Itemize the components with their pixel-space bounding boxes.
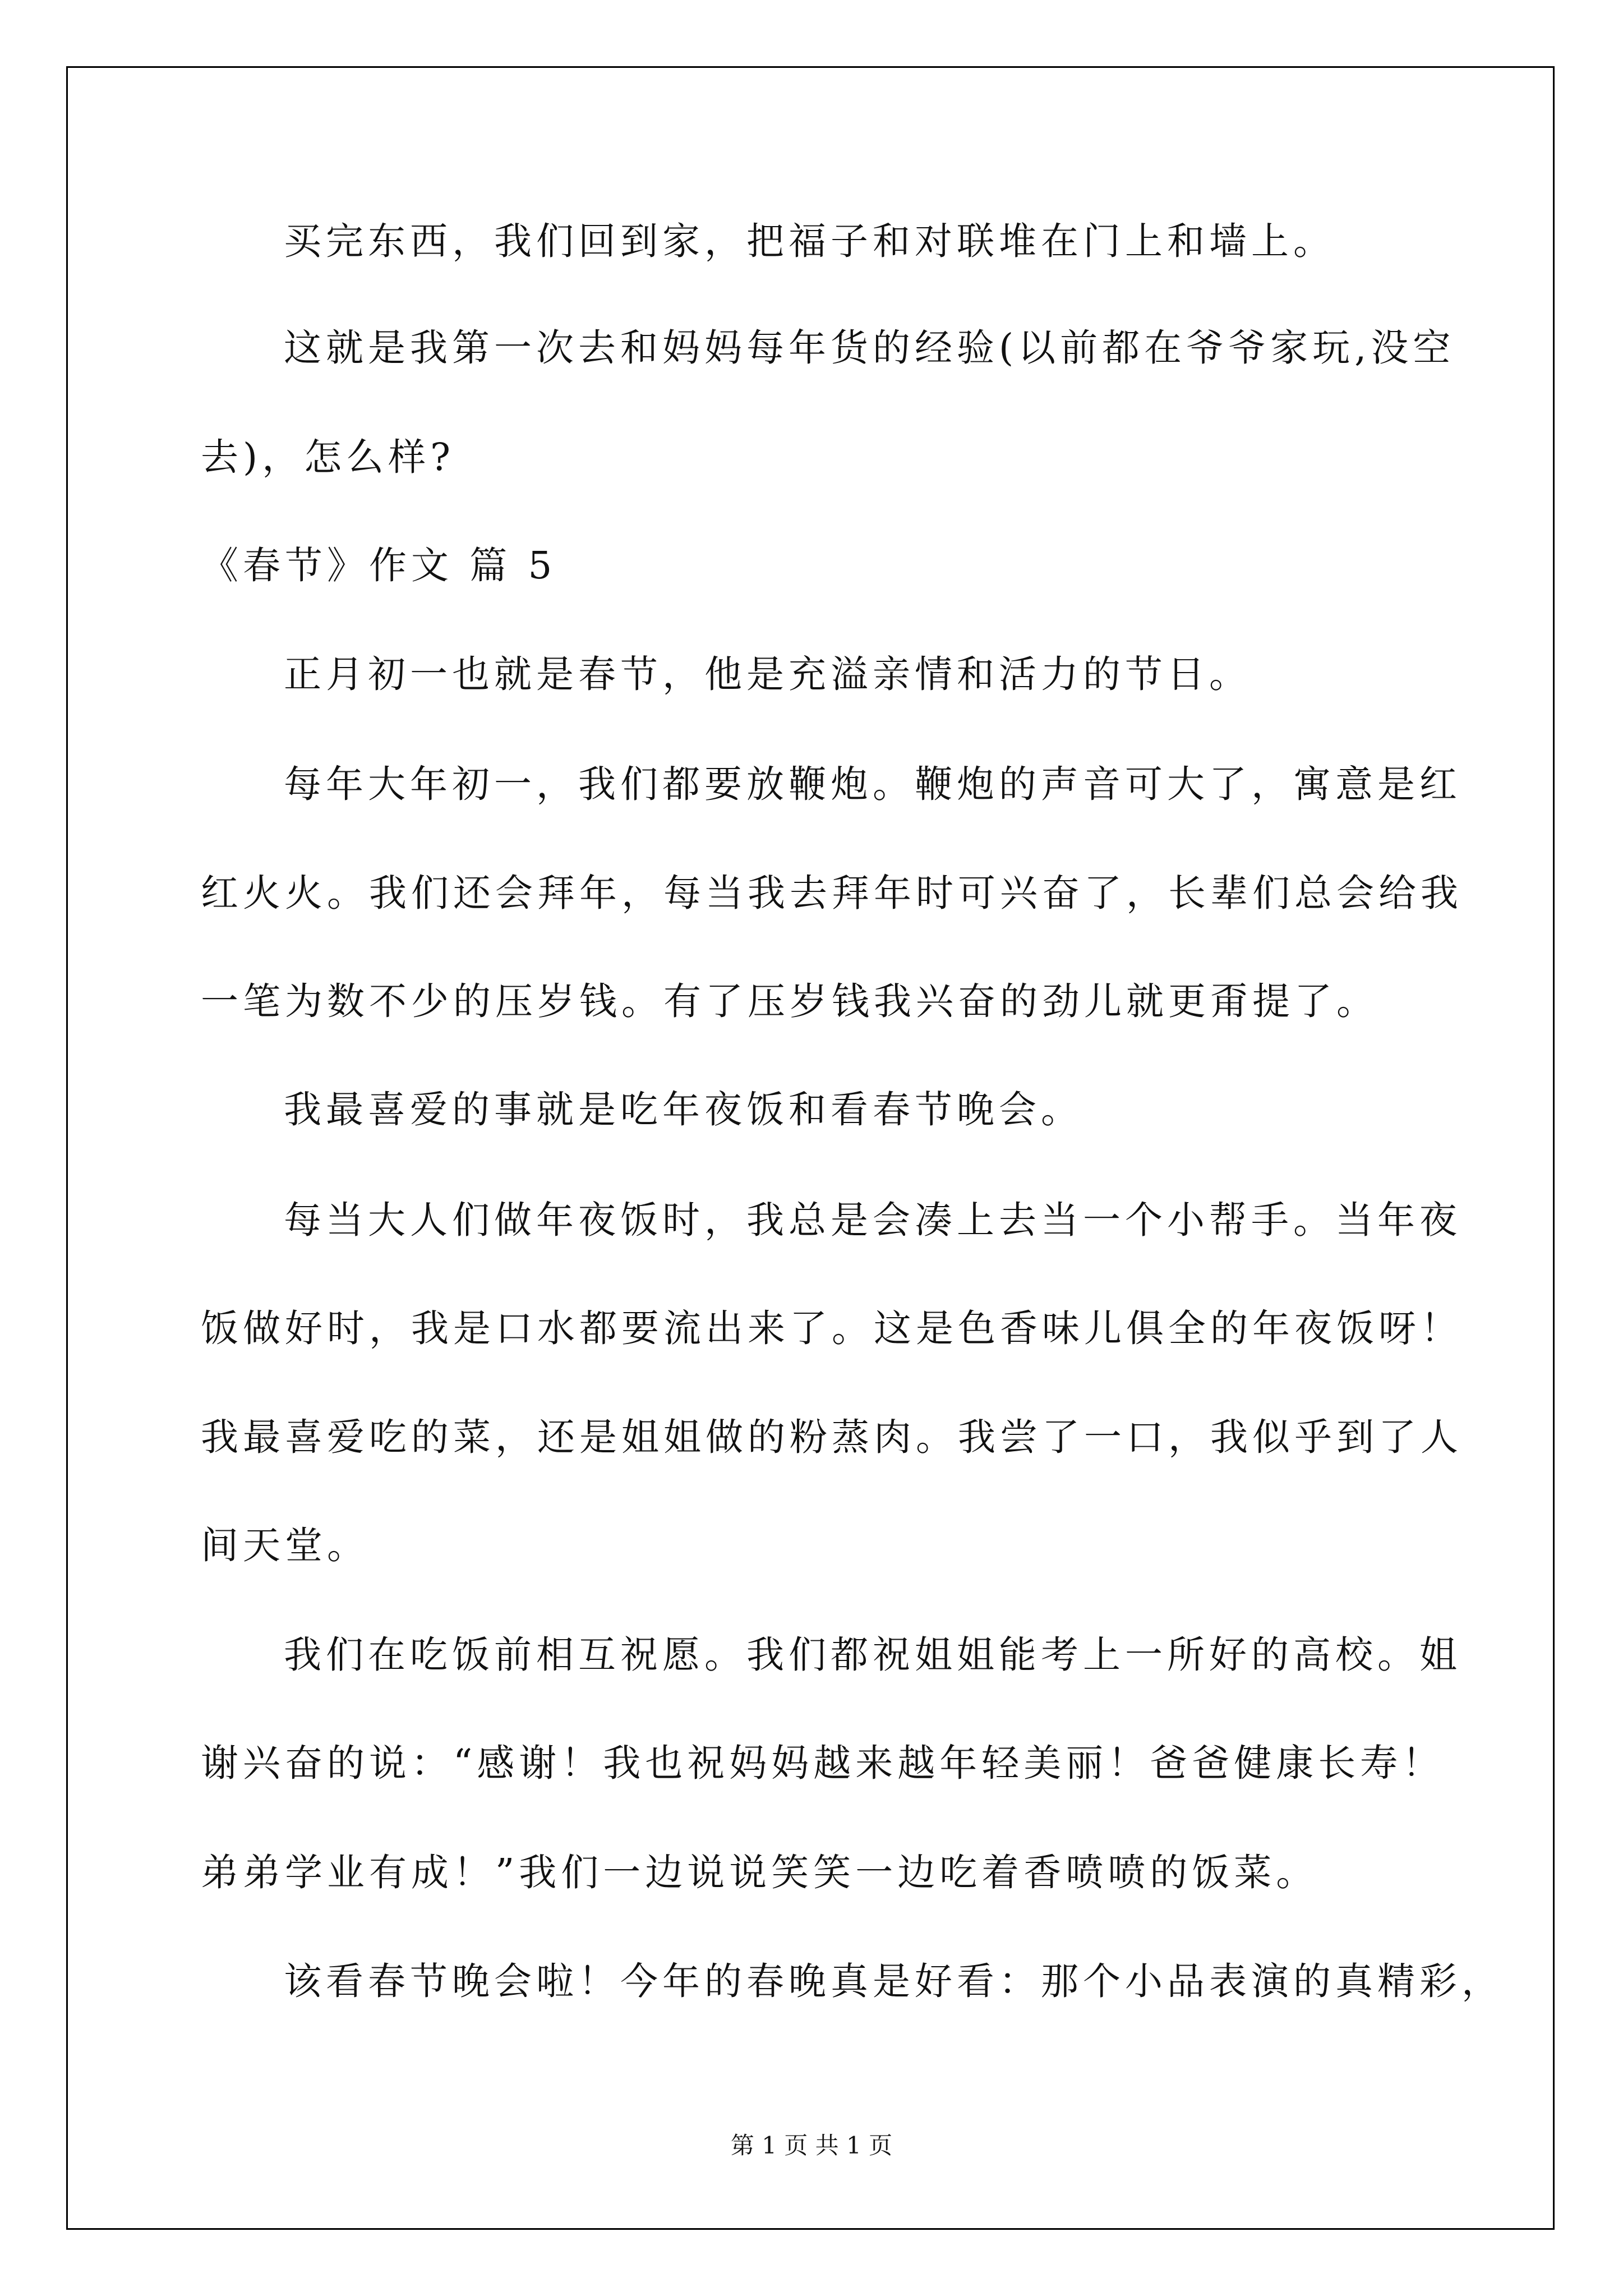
paragraph-line: 这就是我第一次去和妈妈每年货的经验(以前都在爷爷家玩,没空 — [284, 326, 1455, 370]
paragraph-line: 每当大人们做年夜饭时，我总是会凑上去当一个小帮手。当年夜 — [284, 1198, 1461, 1242]
paragraph-line: 买完东西，我们回到家，把福子和对联堆在门上和墙上。 — [284, 219, 1335, 263]
paragraph-line: 谢兴奋的说：“感谢！我也祝妈妈越来越年轻美丽！爸爸健康长寿！ — [201, 1741, 1445, 1785]
paragraph-line: 该看春节晚会啦！今年的春晚真是好看：那个小品表演的真精彩， — [284, 1959, 1504, 2003]
page-number-footer: 第 1 页 共 1 页 — [730, 2132, 893, 2159]
paragraph-line: 正月初一也就是春节，他是充溢亲情和活力的节日。 — [284, 652, 1251, 696]
paragraph-line: 去)，怎么样? — [201, 435, 455, 479]
paragraph-line: 每年大年初一，我们都要放鞭炮。鞭炮的声音可大了，寓意是红 — [284, 762, 1461, 806]
paragraph-line: 我最喜爱的事就是吃年夜饭和看春节晚会。 — [284, 1088, 1083, 1131]
paragraph-line: 饭做好时，我是口水都要流出来了。这是色香味儿俱全的年夜饭呀！ — [201, 1306, 1463, 1350]
paragraph-line: 红火火。我们还会拜年，每当我去拜年时可兴奋了，长辈们总会给我 — [201, 871, 1463, 915]
paragraph-line: 我们在吃饭前相互祝愿。我们都祝姐姐能考上一所好的高校。姐 — [284, 1633, 1461, 1677]
paragraph-line: 我最喜爱吃的菜，还是姐姐做的粉蒸肉。我尝了一口，我似乎到了人 — [201, 1415, 1463, 1459]
section-heading: 《春节》作文 篇 5 — [201, 544, 557, 587]
paragraph-line: 弟弟学业有成！”我们一边说说笑笑一边吃着香喷喷的饭菜。 — [201, 1851, 1318, 1894]
page-border — [66, 66, 1555, 2230]
paragraph-line: 一笔为数不少的压岁钱。有了压岁钱我兴奋的劲儿就更甭提了。 — [201, 979, 1378, 1023]
paragraph-line: 间天堂。 — [201, 1524, 369, 1567]
